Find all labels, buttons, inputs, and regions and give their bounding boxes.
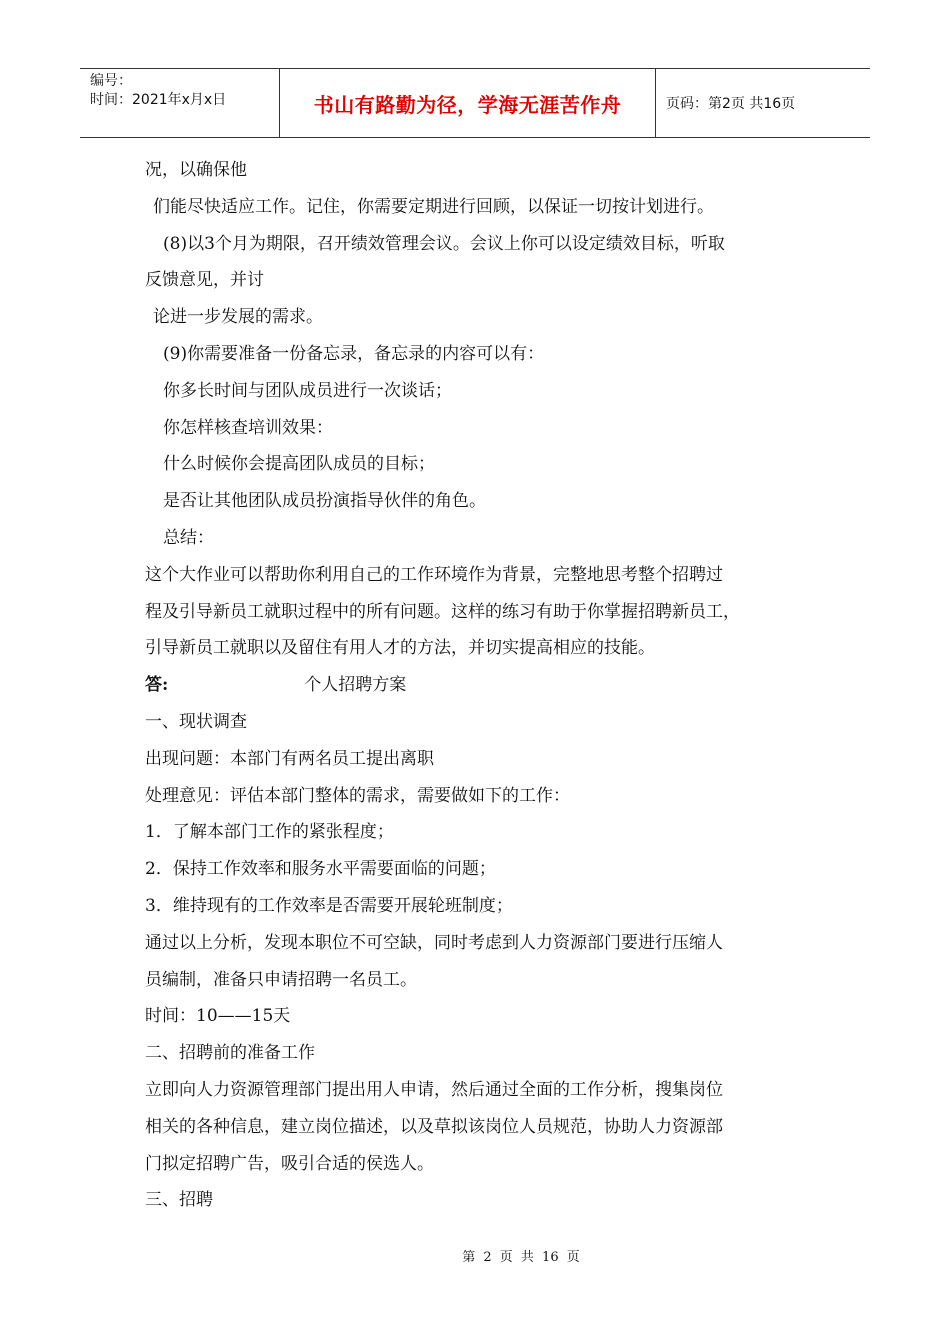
body-line: 什么时候你会提高团队成员的目标； bbox=[163, 454, 435, 475]
body-line: 员编制，准备只申请招聘一名员工。 bbox=[145, 969, 417, 990]
section-heading: 二、招聘前的准备工作 bbox=[145, 1043, 315, 1064]
answer-label: 答: bbox=[145, 675, 169, 696]
body-line: 这个大作业可以帮助你利用自己的工作环境作为背景，完整地思考整个招聘过 bbox=[145, 564, 723, 585]
list-item: 3．维持现有的工作效率是否需要开展轮班制度； bbox=[145, 895, 513, 916]
list-item: 2．保持工作效率和服务水平需要面临的问题； bbox=[145, 859, 496, 880]
page-header bbox=[80, 68, 870, 138]
body-line: 反馈意见，并讨 bbox=[145, 270, 264, 291]
body-line: 引导新员工就职以及留住有用人才的方法，并切实提高相应的技能。 bbox=[145, 638, 655, 659]
body-line: 处理意见：评估本部门整体的需求，需要做如下的工作： bbox=[145, 785, 570, 806]
body-line: 况，以确保他 bbox=[145, 160, 247, 180]
plan-title: 个人招聘方案 bbox=[304, 675, 407, 696]
body-line: 时间：10——15天 bbox=[145, 1006, 291, 1027]
body-line: 立即向人力资源管理部门提出用人申请，然后通过全面的工作分析，搜集岗位 bbox=[145, 1079, 723, 1100]
body-line: 你怎样核查培训效果： bbox=[163, 417, 333, 438]
section-heading: 三、招聘 bbox=[145, 1190, 213, 1211]
section-heading: 一、现状调查 bbox=[145, 711, 247, 732]
list-item: 1．了解本部门工作的紧张程度； bbox=[145, 822, 394, 843]
body-line: (9)你需要准备一份备忘录，备忘录的内容可以有： bbox=[163, 343, 545, 364]
body-line: (8)以3个月为期限，召开绩效管理会议。会议上你可以设定绩效目标，听取 bbox=[163, 233, 725, 254]
page-footer: 第 2 页 共 16 页 bbox=[462, 1250, 580, 1265]
header-page-info: 页码：第2页 共16页 bbox=[666, 96, 796, 112]
body-line: 们能尽快适应工作。记住，你需要定期进行回顾，以保证一切按计划进行。 bbox=[153, 196, 714, 217]
body-line: 出现问题：本部门有两名员工提出离职 bbox=[145, 748, 434, 769]
document-number-label: 编号： bbox=[90, 73, 132, 89]
body-line: 论进一步发展的需求。 bbox=[153, 307, 323, 328]
motto: 书山有路勤为径，学海无涯苦作舟 bbox=[313, 92, 622, 117]
body-line: 程及引导新员工就职过程中的所有问题。这样的练习有助于你掌握招聘新员工， bbox=[145, 601, 740, 622]
header-meta bbox=[80, 69, 280, 137]
document-date: 时间：2021年x月x日 bbox=[90, 92, 227, 108]
answer-row bbox=[145, 667, 805, 704]
summary-heading: 总结： bbox=[163, 527, 214, 548]
header-page-cell bbox=[656, 69, 870, 137]
body-line: 是否让其他团队成员扮演指导伙伴的角色。 bbox=[163, 491, 486, 512]
body-line: 门拟定招聘广告，吸引合适的侯选人。 bbox=[145, 1153, 434, 1174]
header-motto-cell bbox=[280, 69, 656, 137]
document-body bbox=[145, 152, 805, 1219]
body-line: 通过以上分析，发现本职位不可空缺，同时考虑到人力资源部门要进行压缩人 bbox=[145, 932, 723, 953]
body-line: 你多长时间与团队成员进行一次谈话； bbox=[163, 380, 452, 401]
body-line: 相关的各种信息，建立岗位描述，以及草拟该岗位人员规范，协助人力资源部 bbox=[145, 1116, 723, 1137]
